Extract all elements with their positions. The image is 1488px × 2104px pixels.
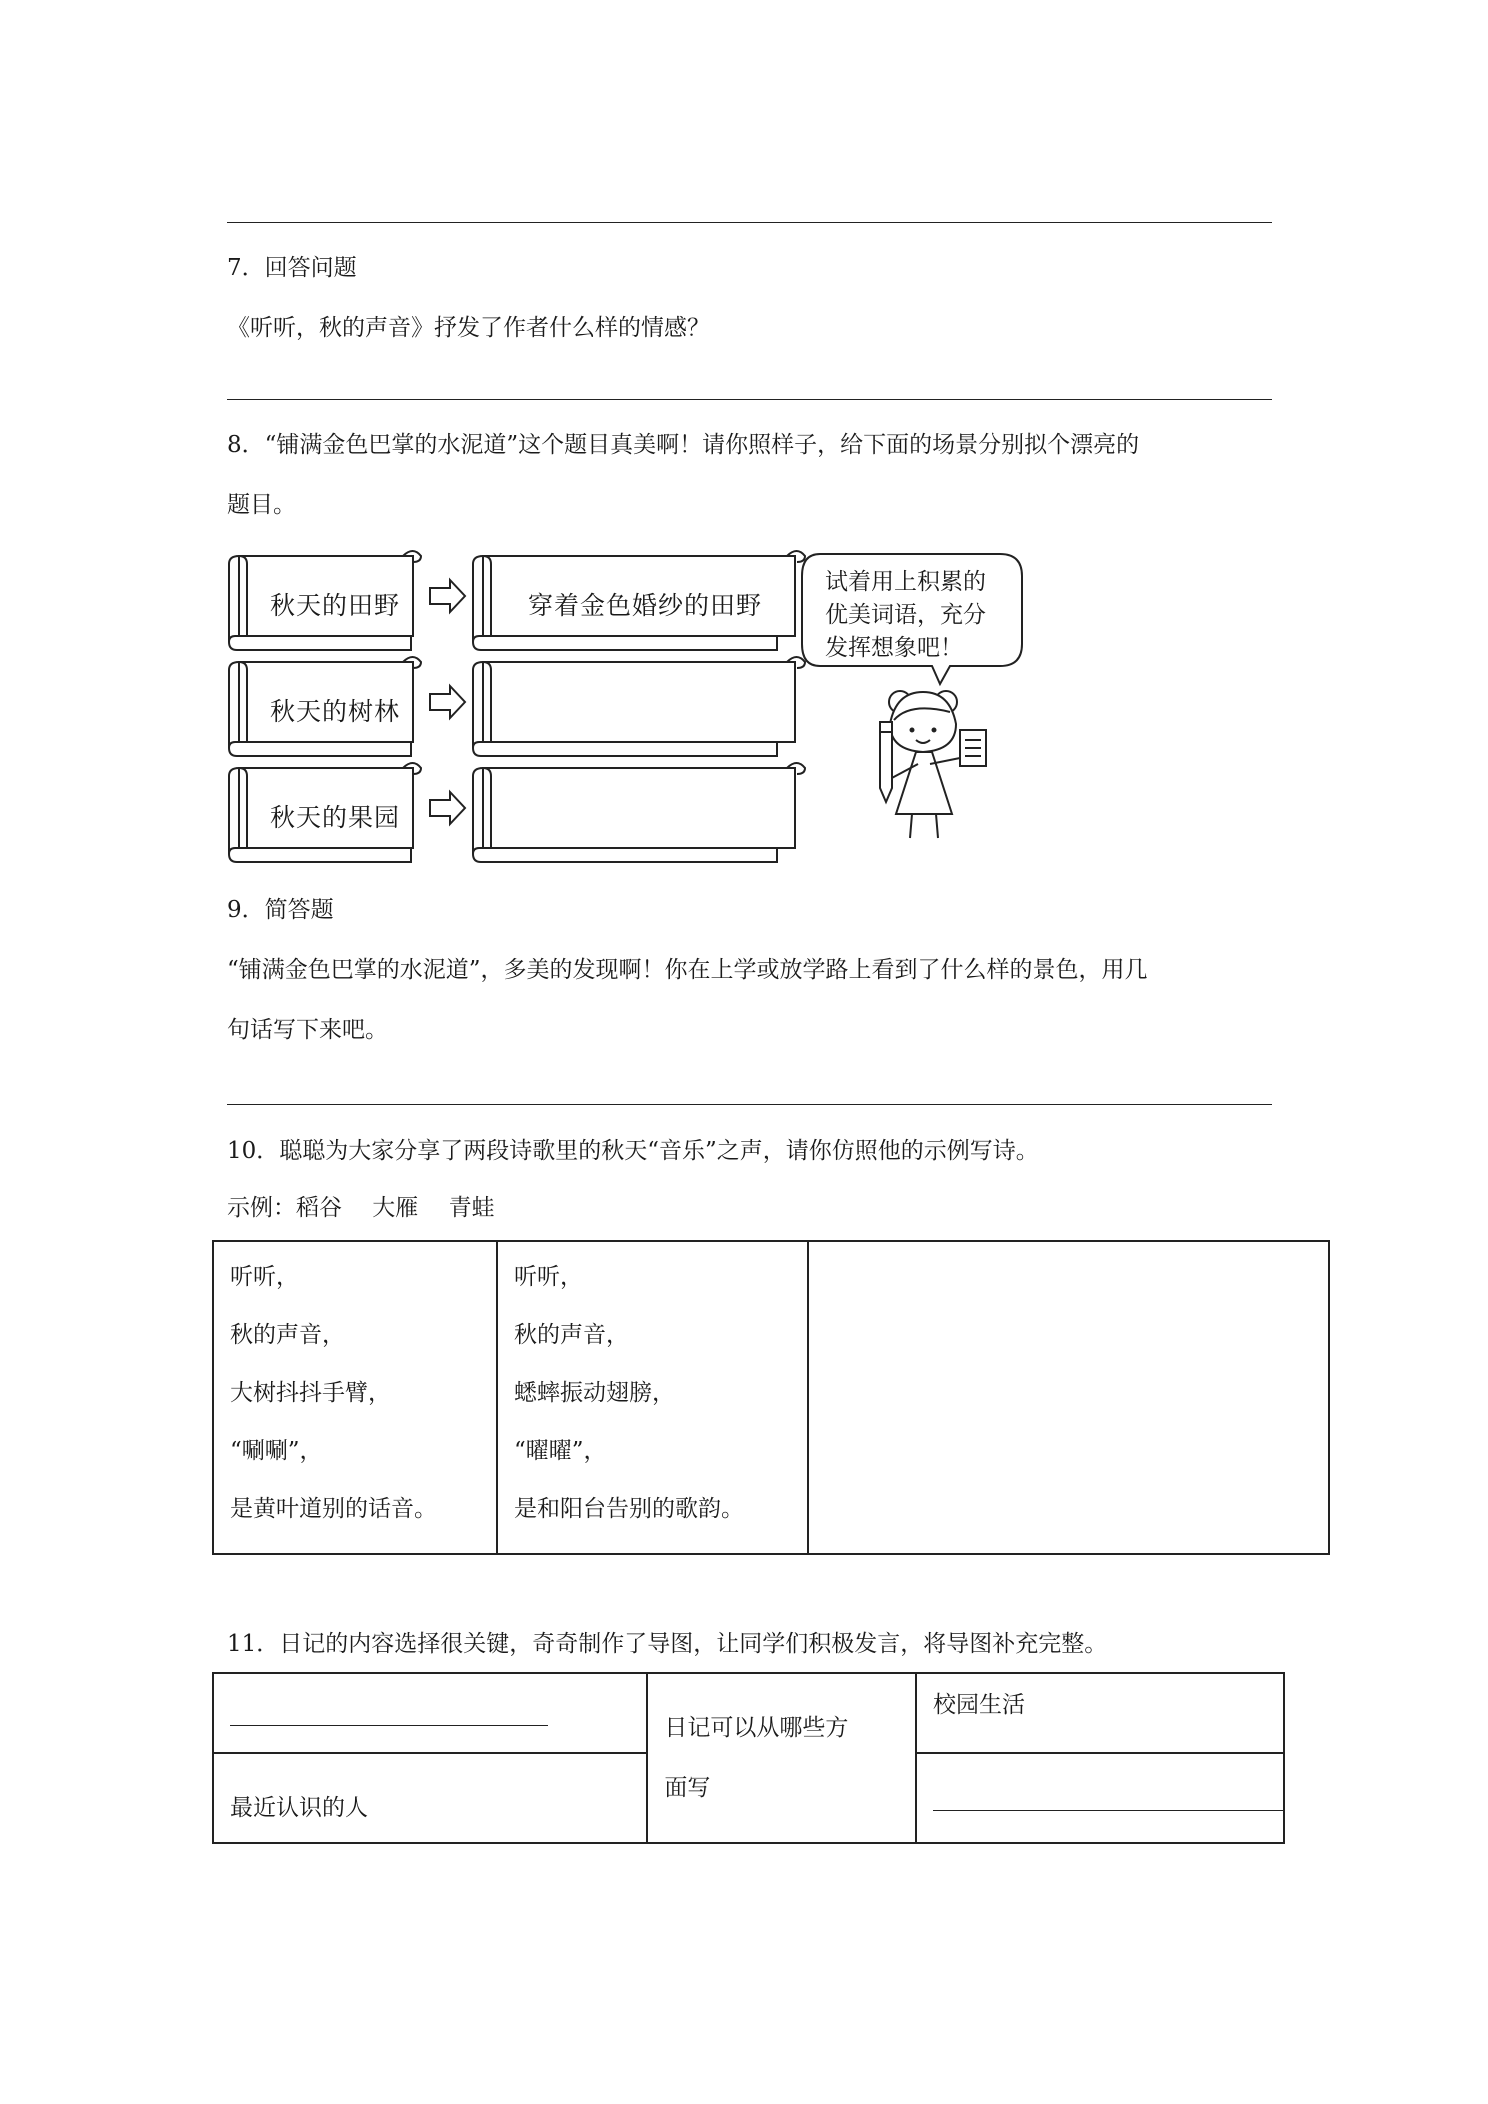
scene-label: 秋天的田野 bbox=[269, 591, 400, 620]
poem-line: 秋的声音， bbox=[230, 1322, 345, 1348]
mindmap-right-top: 校园生活 bbox=[916, 1673, 1284, 1753]
title-label: 穿着金色婚纱的田野 bbox=[527, 591, 762, 620]
poem-line: “曜曜”， bbox=[514, 1438, 607, 1464]
center-line: 面写 bbox=[664, 1775, 711, 1801]
poem-line: 听听， bbox=[514, 1264, 583, 1290]
question-10-prompt: 10．聪聪为大家分享了两段诗歌里的秋天“音乐”之声，请你仿照他的示例写诗。 bbox=[227, 1138, 1039, 1164]
girl-icon bbox=[880, 691, 986, 838]
fill-blank[interactable] bbox=[933, 1782, 1283, 1811]
answer-line[interactable] bbox=[227, 222, 1272, 223]
question-7-prompt: 《听听，秋的声音》抒发了作者什么样的情感？ bbox=[227, 315, 710, 341]
scene-label: 秋天的树林 bbox=[269, 697, 400, 726]
question-7-title: 7．回答问题 bbox=[227, 255, 357, 281]
poem-line: 是和阳台告别的歌韵。 bbox=[514, 1496, 744, 1522]
question-9-line1: “铺满金色巴掌的水泥道”，多美的发现啊！你在上学或放学路上看到了什么样的景色，用几 bbox=[227, 957, 1148, 983]
question-8-line1: 8．“铺满金色巴掌的水泥道”这个题目真美啊！请你照样子，给下面的场景分别拟个漂亮的 bbox=[227, 432, 1140, 458]
poem-answer-cell[interactable] bbox=[808, 1241, 1329, 1554]
scene-label: 秋天的果园 bbox=[269, 803, 400, 832]
question-11-prompt: 11．日记的内容选择很关键，奇奇制作了导图，让同学们积极发言，将导图补充完整。 bbox=[227, 1631, 1108, 1657]
mindmap-blank-cell[interactable] bbox=[916, 1753, 1284, 1843]
bubble-line: 优美词语，充分 bbox=[825, 602, 986, 628]
poem-cell-2 bbox=[497, 1241, 808, 1554]
speech-bubble-text bbox=[825, 566, 986, 665]
arrow-icon bbox=[430, 580, 465, 612]
mindmap-blank-cell[interactable] bbox=[213, 1673, 647, 1753]
center-line: 日记可以从哪些方 bbox=[664, 1715, 849, 1741]
poem-table bbox=[212, 1240, 1330, 1555]
answer-line[interactable] bbox=[227, 399, 1272, 400]
poem-line: “唰唰”， bbox=[230, 1438, 323, 1464]
question-9-line2: 句话写下来吧。 bbox=[227, 1017, 388, 1043]
poem-line: 秋的声音， bbox=[514, 1322, 629, 1348]
fill-blank[interactable] bbox=[230, 1697, 548, 1726]
mindmap-left-bottom: 最近认识的人 bbox=[213, 1753, 647, 1843]
answer-line[interactable] bbox=[227, 1104, 1272, 1105]
poem-line: 大树抖抖手臂， bbox=[230, 1380, 391, 1406]
mindmap-table bbox=[212, 1672, 1285, 1844]
bubble-line: 发挥想象吧！ bbox=[825, 635, 963, 661]
poem-line: 听听， bbox=[230, 1264, 299, 1290]
question-10-example: 示例：稻谷 大雁 青蛙 bbox=[227, 1195, 495, 1221]
bubble-line: 试着用上积累的 bbox=[825, 569, 986, 595]
mindmap-center bbox=[647, 1673, 916, 1843]
poem-line: 蟋蟀振动翅膀， bbox=[514, 1380, 675, 1406]
title-scroll-3 bbox=[473, 763, 805, 862]
question-8-line2: 题目。 bbox=[227, 492, 296, 518]
question-9-title: 9．简答题 bbox=[227, 897, 334, 923]
poem-cell-1 bbox=[213, 1241, 497, 1554]
arrow-icon bbox=[430, 792, 465, 824]
arrow-icon bbox=[430, 686, 465, 718]
poem-line: 是黄叶道别的话音。 bbox=[230, 1496, 437, 1522]
title-scroll-2 bbox=[473, 657, 805, 756]
